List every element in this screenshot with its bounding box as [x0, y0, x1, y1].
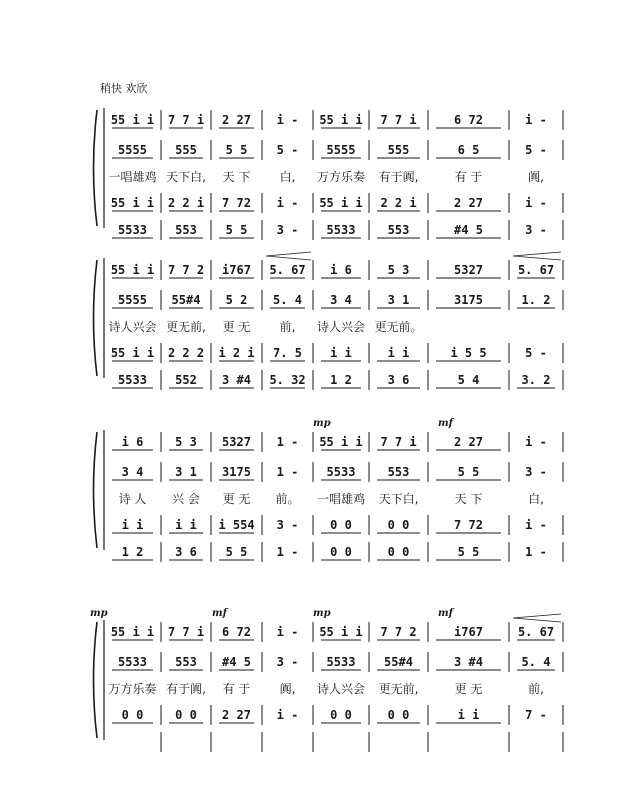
note-group: 2 27: [222, 113, 251, 127]
lyric-text: 前。: [275, 492, 300, 506]
note-group: 7. 5: [273, 346, 302, 360]
note-group: 5. 67: [517, 263, 555, 277]
note-group: 5 3: [387, 263, 410, 277]
crescendo-hairpin: [266, 252, 311, 260]
note-group: i 6: [330, 263, 352, 277]
note-group: 555: [175, 143, 197, 157]
note-group: 0 0: [387, 708, 410, 722]
note-group: 0 0: [330, 708, 352, 722]
note-group: 3 -: [276, 655, 299, 669]
note-group: i i: [175, 518, 197, 532]
note-group: 55 i i: [110, 625, 155, 639]
note-group: 0 0: [387, 518, 410, 532]
note-group: 55#4: [384, 655, 413, 669]
note-group: 55 i i: [110, 263, 155, 277]
note-group: 3 -: [276, 518, 299, 532]
note-group: 552: [175, 373, 197, 387]
note-group: 1 2: [121, 545, 144, 559]
note-group: 7 7 i: [167, 113, 205, 127]
lyric-text: 一唱雄鸡: [108, 170, 157, 184]
note-group: i -: [525, 113, 547, 127]
lyric-text: 有于阗,: [166, 682, 206, 696]
lyric-text: 更 无: [454, 682, 483, 696]
lyric-text: 更无前,: [378, 682, 419, 696]
note-group: i767: [222, 263, 251, 277]
dynamic-marking: mf: [438, 418, 453, 429]
note-group: 3 -: [276, 223, 299, 237]
note-group: 3175: [222, 465, 251, 479]
note-group: 2 27: [454, 435, 483, 449]
note-group: 55 i i: [319, 625, 363, 639]
note-group: 5. 4: [273, 293, 302, 307]
note-group: 3175: [454, 293, 483, 307]
dynamic-marking: mf: [438, 608, 453, 619]
lyric-text: 诗 人: [118, 492, 147, 506]
crescendo-hairpin: [513, 614, 561, 622]
note-group: 1 -: [525, 545, 547, 559]
lyric-text: 阗,: [528, 170, 544, 184]
system-brace: [94, 622, 98, 738]
note-group: 5 5: [457, 545, 480, 559]
note-group: 55#4: [171, 293, 201, 307]
note-group: 5 5: [225, 143, 248, 157]
note-group: 3 #4: [454, 655, 483, 669]
lyric-text: 万方乐奏: [316, 170, 366, 184]
note-group: 5533: [326, 655, 356, 669]
note-group: 0 0: [330, 545, 352, 559]
lyric-text: 前,: [528, 682, 544, 696]
lyric-text: 阗,: [279, 682, 296, 696]
note-group: 5555: [326, 143, 356, 157]
note-group: 1 -: [276, 465, 299, 479]
lyric-text: 万方乐奏: [108, 682, 157, 696]
note-group: 5533: [326, 465, 356, 479]
note-group: i -: [525, 435, 547, 449]
note-group: 3 #4: [222, 373, 251, 387]
lyric-text: 天下白,: [166, 170, 206, 184]
note-group: 1 2: [330, 373, 352, 387]
note-group: 553: [175, 223, 197, 237]
lyric-text: 白,: [279, 170, 296, 184]
note-group: 5 5: [225, 545, 248, 559]
note-group: #4 5: [222, 655, 251, 669]
note-group: 555: [387, 143, 410, 157]
note-group: i 5 5: [450, 346, 487, 360]
note-group: 0 0: [121, 708, 144, 722]
note-group: 3. 2: [521, 373, 551, 387]
lyric-text: 更 无: [222, 320, 251, 334]
system-brace: [94, 110, 98, 226]
note-group: i i: [387, 346, 410, 360]
note-group: 3 6: [175, 545, 197, 559]
note-group: 3 1: [175, 465, 197, 479]
note-group: i -: [525, 196, 547, 210]
note-group: 5 5: [457, 465, 480, 479]
note-group: 553: [387, 465, 410, 479]
note-group: 5. 4: [521, 655, 551, 669]
note-group: 7 72: [454, 518, 483, 532]
note-group: i 554: [218, 518, 255, 532]
note-group: 5555: [118, 293, 147, 307]
note-group: 7 7 2: [167, 263, 205, 277]
note-group: 55 i i: [110, 346, 155, 360]
crescendo-hairpin: [513, 252, 561, 260]
lyric-text: 天 下: [454, 492, 483, 506]
note-group: 7 72: [222, 196, 251, 210]
system-brace: [94, 432, 98, 548]
note-group: 2 27: [222, 708, 251, 722]
note-group: 5 4: [457, 373, 480, 387]
note-group: i 2 i: [218, 346, 255, 360]
note-group: 5327: [222, 435, 251, 449]
note-group: 2 2 2: [167, 346, 205, 360]
lyric-text: 白,: [528, 492, 544, 506]
note-group: 5. 67: [517, 625, 555, 639]
note-group: 553: [387, 223, 410, 237]
note-group: 1 -: [276, 545, 299, 559]
note-group: 3 -: [525, 465, 547, 479]
note-group: 5533: [118, 223, 147, 237]
lyric-text: 一唱雄鸡: [316, 492, 366, 506]
note-group: 3 4: [330, 293, 352, 307]
lyric-text: 有 于: [222, 682, 251, 696]
lyric-text: 更无前,: [166, 320, 206, 334]
note-group: i i: [457, 708, 480, 722]
dynamic-marking: mp: [313, 418, 331, 429]
dynamic-marking: mp: [90, 608, 108, 619]
note-group: 1 -: [276, 435, 299, 449]
lyric-text: 更无前。: [374, 320, 423, 334]
note-group: 3 4: [121, 465, 144, 479]
note-group: 7 7 i: [380, 435, 417, 449]
note-group: i 6: [121, 435, 144, 449]
note-group: 7 7 i: [167, 625, 205, 639]
note-group: 5 -: [525, 143, 547, 157]
lyric-text: 诗人兴会: [316, 320, 366, 334]
note-group: 5 -: [525, 346, 547, 360]
note-group: 5555: [118, 143, 147, 157]
note-group: i -: [276, 113, 299, 127]
note-group: 2 2 i: [380, 196, 417, 210]
note-group: 0 0: [387, 545, 410, 559]
note-group: i -: [276, 708, 299, 722]
note-group: 6 72: [222, 625, 251, 639]
note-group: 3 -: [525, 223, 547, 237]
note-group: 55 i i: [319, 113, 363, 127]
note-group: 7 -: [525, 708, 547, 722]
note-group: 5327: [454, 263, 483, 277]
system-brace: [94, 260, 98, 376]
lyric-text: 更 无: [222, 492, 251, 506]
note-group: 3 6: [387, 373, 410, 387]
note-group: i i: [121, 518, 144, 532]
note-group: 5 2: [225, 293, 248, 307]
note-group: 3 1: [387, 293, 410, 307]
note-group: 5533: [326, 223, 356, 237]
note-group: 2 2 i: [167, 196, 205, 210]
tempo-marking: 稍快 欢欣: [100, 82, 148, 95]
note-group: 7 7 2: [380, 625, 417, 639]
note-group: 5 -: [276, 143, 299, 157]
note-group: i -: [525, 518, 547, 532]
lyric-text: 有于阗,: [378, 170, 419, 184]
note-group: #4 5: [454, 223, 483, 237]
lyric-text: 前,: [279, 320, 296, 334]
note-group: 55 i i: [319, 435, 363, 449]
note-group: 5533: [118, 655, 147, 669]
note-group: 1. 2: [521, 293, 551, 307]
note-group: 7 7 i: [380, 113, 417, 127]
note-group: 6 72: [454, 113, 483, 127]
note-group: i -: [276, 196, 299, 210]
dynamic-marking: mf: [212, 608, 227, 619]
note-group: 55 i i: [110, 113, 155, 127]
note-group: i767: [454, 625, 483, 639]
note-group: 5533: [118, 373, 147, 387]
note-group: 5. 67: [269, 263, 306, 277]
note-group: 5. 32: [269, 373, 306, 387]
lyric-text: 天下白,: [378, 492, 419, 506]
lyric-text: 兴 会: [172, 492, 200, 506]
note-group: 553: [175, 655, 197, 669]
lyric-text: 有 于: [454, 170, 483, 184]
lyric-text: 诗人兴会: [316, 682, 366, 696]
note-group: 5 5: [225, 223, 248, 237]
note-group: i i: [330, 346, 352, 360]
lyric-text: 天 下: [222, 170, 251, 184]
note-group: 2 27: [454, 196, 483, 210]
note-group: i -: [276, 625, 299, 639]
note-group: 0 0: [330, 518, 352, 532]
note-group: 5 3: [175, 435, 197, 449]
note-group: 55 i i: [319, 196, 363, 210]
lyric-text: 诗人兴会: [108, 320, 157, 334]
note-group: 6 5: [457, 143, 480, 157]
dynamic-marking: mp: [313, 608, 331, 619]
note-group: 0 0: [175, 708, 197, 722]
note-group: 55 i i: [110, 196, 155, 210]
